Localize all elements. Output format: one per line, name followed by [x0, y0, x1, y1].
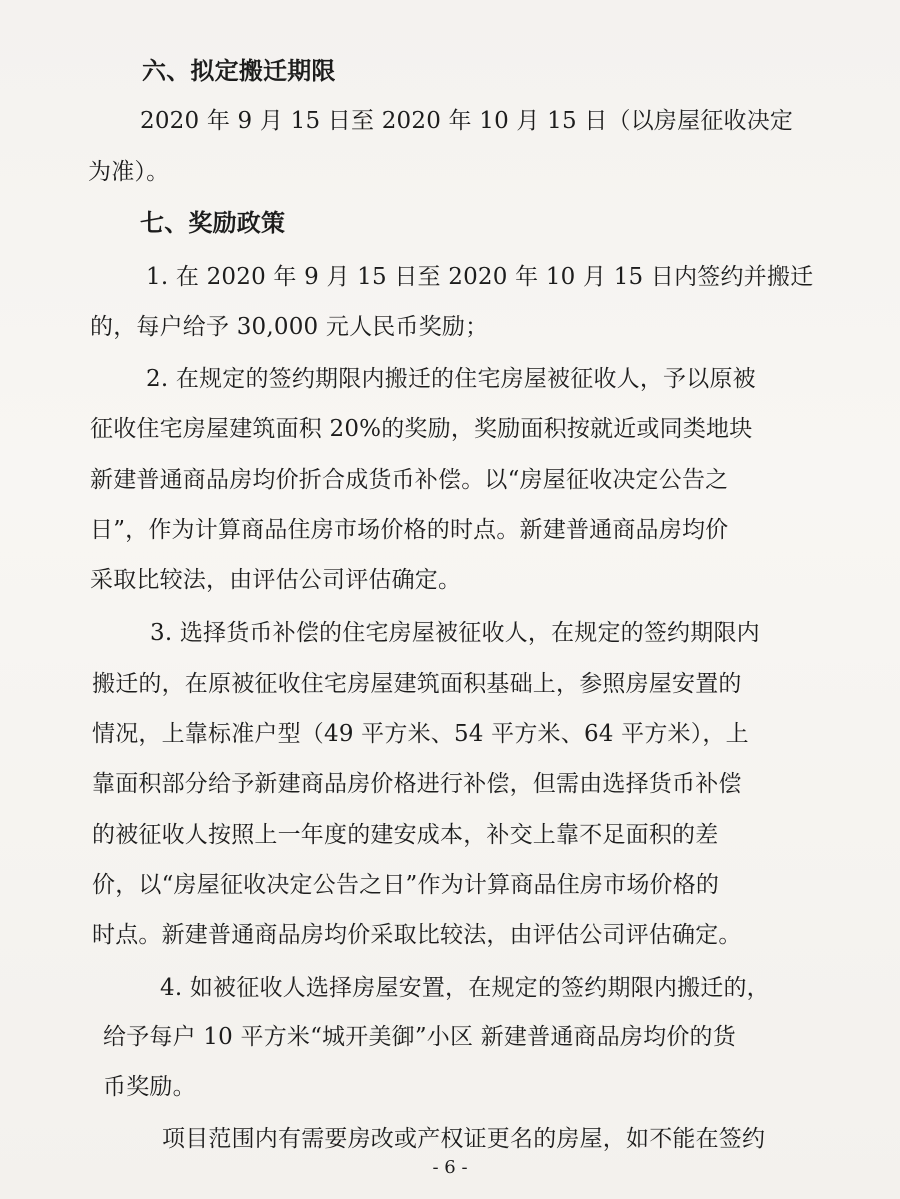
item-4-line-1: 4. 如被征收人选择房屋安置，在规定的签约期限内搬迁的，: [160, 975, 770, 1001]
section-6-text-line-1: 2020 年 9 月 15 日至 2020 年 10 月 15 日（以房屋征收决定: [140, 108, 794, 134]
item-4-line-2: 给予每户 10 平方米“城开美御”小区 新建普通商品房均价的货: [103, 1024, 736, 1050]
item-1-line-2: 的，每户给予 30,000 元人民币奖励；: [90, 314, 489, 340]
page-number: - 6 -: [432, 1157, 468, 1178]
item-3-line-2: 搬迁的，在原被征收住宅房屋建筑面积基础上，参照房屋安置的: [92, 671, 742, 697]
item-2-line-4: 日”，作为计算商品住房市场价格的时点。新建普通商品房均价: [90, 517, 729, 543]
section-6-text-line-2: 为准）。: [88, 159, 170, 185]
item-2-line-1: 2. 在规定的签约期限内搬迁的住宅房屋被征收人，予以原被: [146, 366, 756, 392]
item-2-line-5: 采取比较法，由评估公司评估确定。: [90, 567, 462, 593]
item-3-line-4: 靠面积部分给予新建商品房价格进行补偿，但需由选择货币补偿: [92, 771, 742, 797]
item-1-line-1: 1. 在 2020 年 9 月 15 日至 2020 年 10 月 15 日内签约并搬迁: [146, 264, 814, 290]
item-3-line-6: 价，以“房屋征收决定公告之日”作为计算商品住房市场价格的: [92, 872, 720, 898]
item-4-line-3: 币奖励。: [103, 1074, 196, 1100]
item-2-line-2: 征收住宅房屋建筑面积 20%的奖励，奖励面积按就近或同类地块: [90, 416, 753, 442]
item-3-line-5: 的被征收人按照上一年度的建安成本，补交上靠不足面积的差: [92, 822, 719, 848]
item-3-line-3: 情况，上靠标准户型（49 平方米、54 平方米、64 平方米），上: [92, 721, 749, 747]
item-3-line-7: 时点。新建普通商品房均价采取比较法，由评估公司评估确定。: [92, 922, 742, 948]
section-6-heading: 六、拟定搬迁期限: [142, 57, 336, 85]
section-7-heading: 七、奖励政策: [140, 209, 286, 237]
closing-paragraph-line: 项目范围内有需要房改或产权证更名的房屋，如不能在签约: [162, 1126, 766, 1152]
item-3-line-1: 3. 选择货币补偿的住宅房屋被征收人，在规定的签约期限内: [150, 620, 760, 646]
item-2-line-3: 新建普通商品房均价折合成货币补偿。以“房屋征收决定公告之: [90, 467, 729, 493]
